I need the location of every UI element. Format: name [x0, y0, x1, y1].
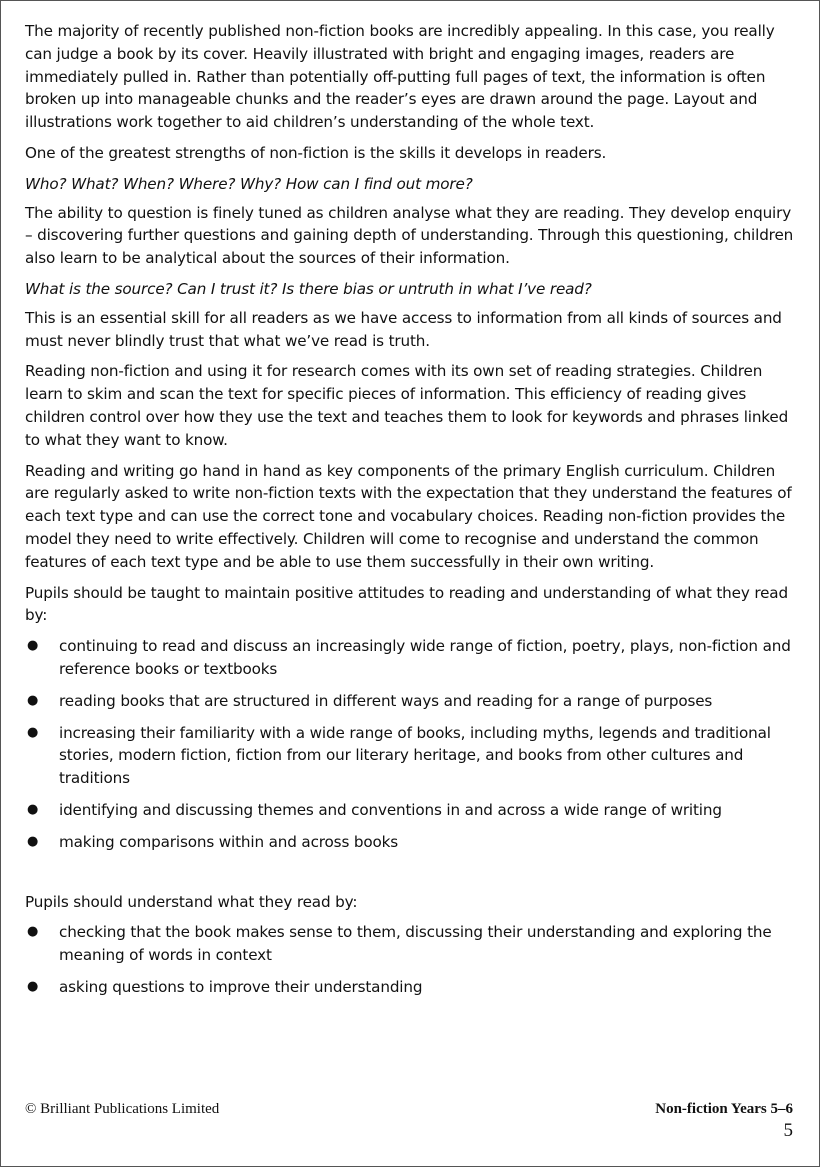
paragraph-research: Reading non-fiction and using it for research comes with its own set of reading strategies. Children learn to skim and scan the text for specific pieces of information. This efficiency of reading gives children control over how they use the text and teaches them to look for keywords and phrases linked to what they want to know. [25, 362, 789, 449]
paragraph-reading-writing: Reading and writing go hand in hand as key components of the primary English curriculum. Children are regularly asked to write non-fiction texts with the expectation that they understand the features of each text type and can use the correct tone and vocabulary choices. Reading non-fiction provides the model they need to write effectively. Children will come to recognise and understand the common features of each text type and be able to use them successfully in their own writing. [25, 461, 792, 571]
question-line-1: Who? What? When? Where? Why? How can I find out more? [25, 174, 473, 193]
paragraph-taught-intro: Pupils should be taught to maintain positive attitudes to reading and understanding of what they read by: [25, 583, 788, 625]
list-item: ● making comparisons within and across books [25, 831, 795, 854]
list-positive-attitudes [25, 635, 795, 853]
paragraph-essential-skill: This is an essential skill for all readers as we have access to information from all kinds of sources and must never blindly trust that what we’ve read is truth. [25, 308, 782, 350]
list-item: ● reading books that are structured in different ways and reading for a range of purposes [25, 690, 795, 713]
bullet-icon: ● [27, 924, 39, 940]
bullet-icon: ● [27, 724, 39, 740]
list-item: ● identifying and discussing themes and conventions in and across a wide range of writing [25, 799, 795, 822]
footer-publisher: © Brilliant Publications Limited [25, 1101, 220, 1117]
paragraph-questioning: The ability to question is finely tuned as children analyse what they are reading. They develop enquiry – discovering further questions and gaining depth of understanding. Through this questioning, children also learn to be analytical about the sources of their information. [25, 203, 794, 268]
bullet-icon: ● [27, 801, 39, 817]
list-item: ● checking that the book makes sense to them, discussing their understanding and exploring the meaning of words in context [27, 923, 772, 965]
list-understanding [25, 921, 795, 998]
bullet-icon: ● [27, 978, 39, 994]
body-text [25, 20, 795, 1008]
footer-book-title: Non-fiction Years 5–6 [655, 1101, 793, 1117]
section-spacer [25, 863, 795, 891]
paragraph-strengths: One of the greatest strengths of non-fiction is the skills it develops in readers. [25, 143, 607, 162]
bullet-icon: ● [27, 638, 39, 654]
list-item: ● continuing to read and discuss an increasingly wide range of fiction, poetry, plays, non-fiction and reference books or textbooks [27, 637, 791, 678]
list-item: ● asking questions to improve their understanding [25, 976, 795, 999]
bullet-icon: ● [27, 692, 39, 708]
question-line-2: What is the source? Can I trust it? Is there bias or untruth in what I’ve read? [25, 279, 592, 298]
list-item: ● increasing their familiarity with a wide range of books, including myths, legends and traditional stories, modern fiction, fiction from our literary heritage, and books from other cultures and traditions [27, 723, 771, 788]
paragraph-intro: The majority of recently published non-fiction books are incredibly appealing. In this case, you really can judge a book by its cover. Heavily illustrated with bright and engaging images, readers are immediately pulled in. Rather than potentially off-putting full pages of text, the information is often broken up into manageable chunks and the reader’s eyes are drawn around the page. Layout and illustrations work together to aid children’s understanding of the whole text. [25, 22, 775, 132]
bullet-icon: ● [27, 833, 39, 849]
page-number: 5 [783, 1120, 793, 1141]
paragraph-understand-intro: Pupils should understand what they read by: [25, 892, 358, 911]
